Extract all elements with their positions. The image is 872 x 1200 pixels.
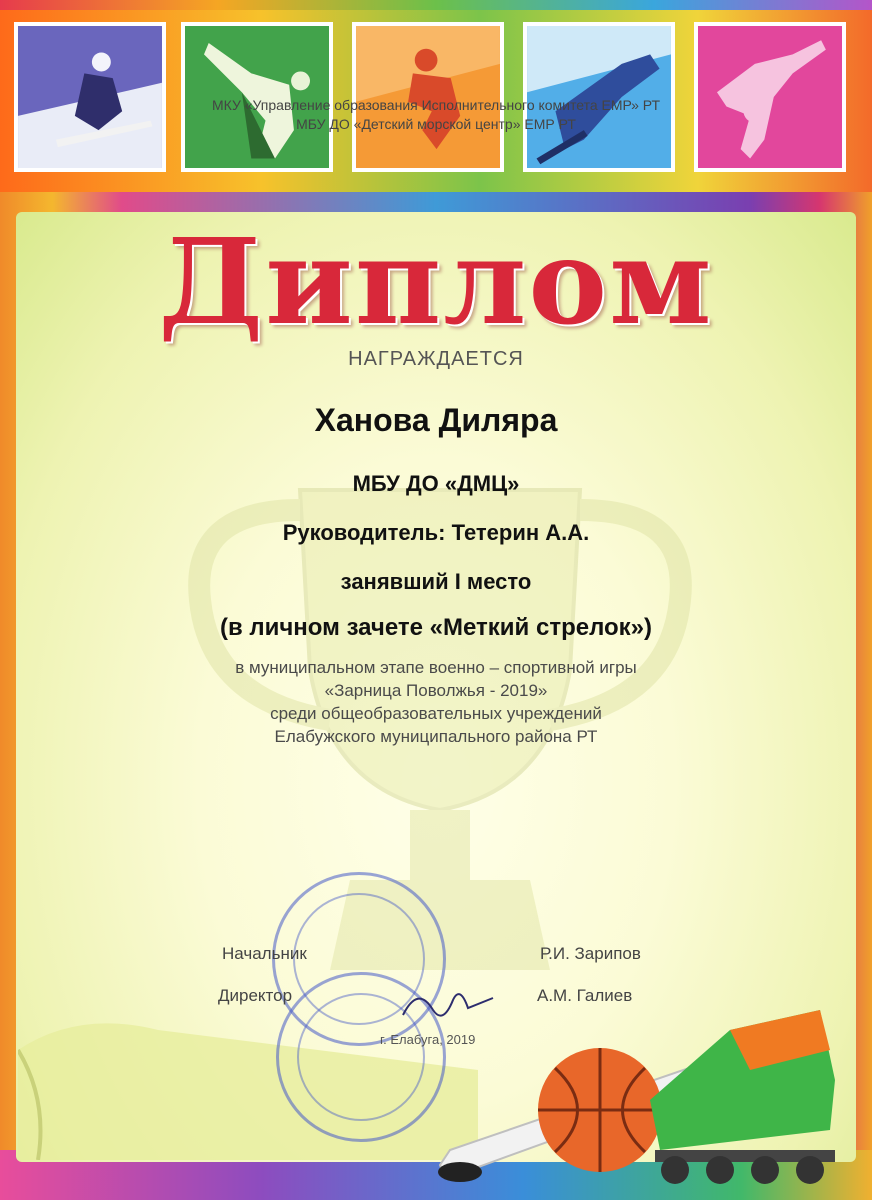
description-line-4: Елабужского муниципального района РТ xyxy=(274,727,598,746)
signatory-title-2: Директор xyxy=(218,986,293,1005)
description-line-3: среди общеобразовательных учреждений xyxy=(270,704,602,723)
recipient-institution: МБУ ДО «ДМЦ» xyxy=(352,471,520,496)
recipient-category: (в личном зачете «Меткий стрелок») xyxy=(219,614,653,641)
sports-equipment-illustration xyxy=(420,990,860,1190)
top-strip xyxy=(0,0,872,10)
signatory-name-1: Р.И. Зарипов xyxy=(540,944,641,963)
recipient-name: Ханова Диляра xyxy=(314,402,558,438)
signatory-name-2: А.М. Галиев xyxy=(537,986,633,1005)
recipient-place: занявший I место xyxy=(340,569,532,594)
recipient-supervisor: Руководитель: Тетерин А.А. xyxy=(282,520,590,545)
org-line-1: МКУ «Управление образования Исполнительного комитета ЕМР» РТ xyxy=(212,97,660,113)
organization-header xyxy=(0,96,872,134)
roller-skate-icon xyxy=(650,1010,835,1184)
org-line-2: МБУ ДО «Детский морской центр» ЕМР РТ xyxy=(296,116,576,132)
award-description xyxy=(0,656,872,748)
basketball-icon xyxy=(538,1048,662,1172)
diploma-title: Диплом xyxy=(158,212,714,351)
signatory-title-1: Начальник xyxy=(222,944,307,963)
place-date: г. Елабуга, 2019 xyxy=(380,1032,476,1047)
description-line-1: в муниципальном этапе военно – спортивной игры xyxy=(235,658,637,677)
awarded-label: НАГРАЖДАЕТСЯ xyxy=(348,348,524,370)
description-line-2: «Зарница Поволжья - 2019» xyxy=(324,681,548,700)
